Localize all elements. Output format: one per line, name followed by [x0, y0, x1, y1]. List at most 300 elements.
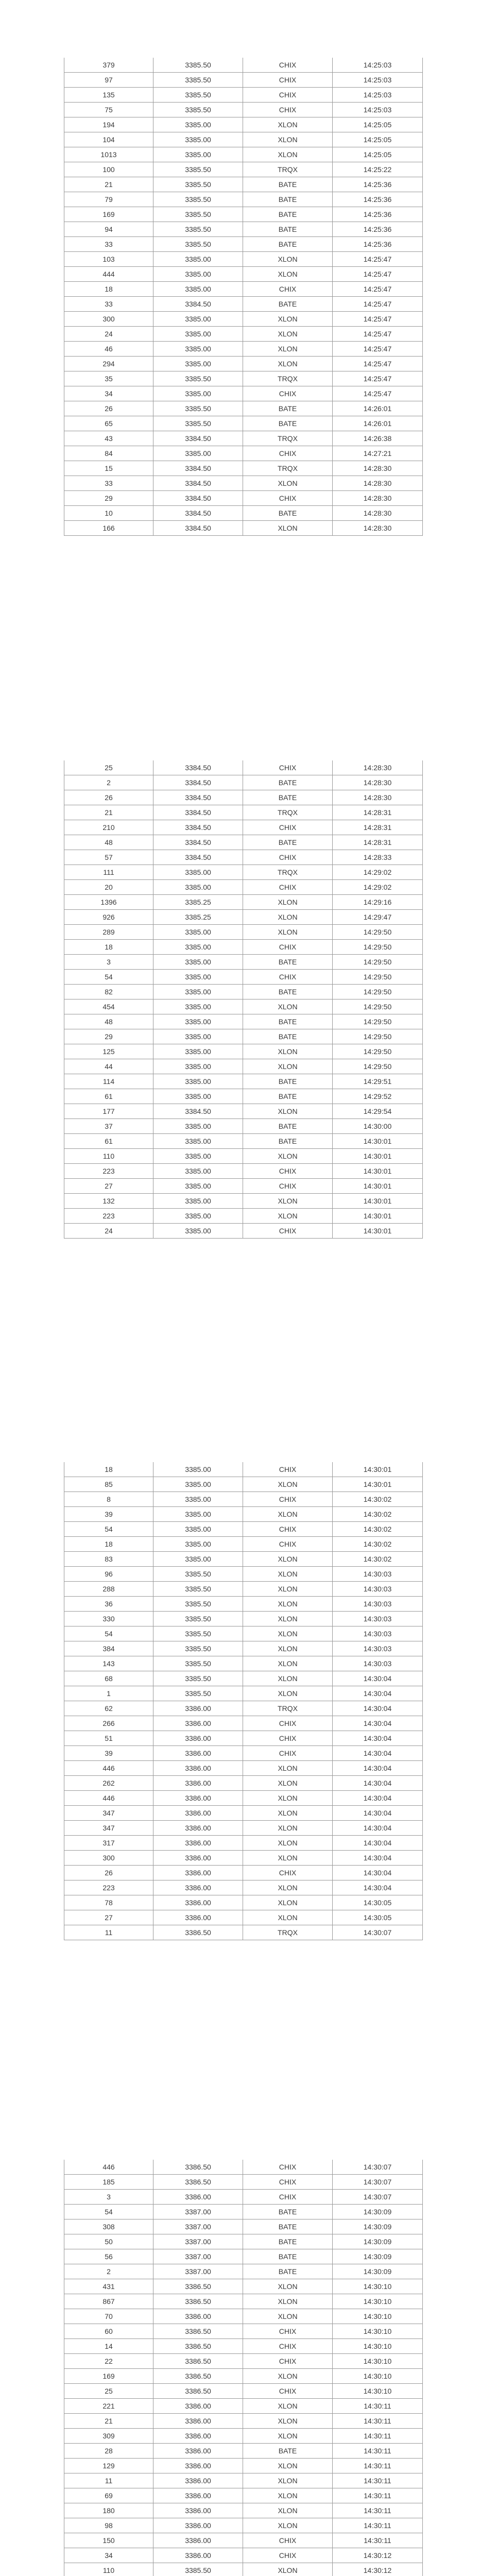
table-row: [64, 805, 423, 820]
table-row: [64, 1014, 423, 1029]
venue-cell: XLON: [243, 999, 333, 1014]
time-cell: 14:29:50: [333, 985, 423, 999]
venue-cell: XLON: [243, 1552, 333, 1567]
table-row: [64, 252, 423, 267]
time-cell: 14:30:02: [333, 1507, 423, 1522]
table-row: [64, 1910, 423, 1925]
time-cell: 14:30:02: [333, 1537, 423, 1552]
time-cell: 14:30:11: [333, 2459, 423, 2473]
price-cell: 3386.50: [153, 2354, 243, 2369]
time-cell: 14:30:07: [333, 2175, 423, 2190]
time-cell: 14:25:03: [333, 88, 423, 103]
table-row: [64, 2548, 423, 2563]
venue-cell: BATE: [243, 775, 333, 790]
volume-cell: 61: [64, 1089, 153, 1104]
price-cell: 3386.00: [153, 1910, 243, 1925]
price-cell: 3385.00: [153, 386, 243, 401]
volume-cell: 24: [64, 1224, 153, 1239]
venue-cell: CHIX: [243, 1522, 333, 1537]
table-row: [64, 1149, 423, 1164]
volume-cell: 11: [64, 2473, 153, 2488]
venue-cell: BATE: [243, 401, 333, 416]
price-cell: 3385.00: [153, 955, 243, 970]
volume-cell: 266: [64, 1716, 153, 1731]
trades-table: [64, 760, 423, 1239]
volume-cell: 223: [64, 1164, 153, 1179]
venue-cell: CHIX: [243, 940, 333, 955]
price-cell: 3386.00: [153, 1746, 243, 1761]
time-cell: 14:30:04: [333, 1791, 423, 1806]
table-row: [64, 103, 423, 117]
price-cell: 3386.00: [153, 1731, 243, 1746]
time-cell: 14:30:11: [333, 2444, 423, 2459]
table-row: [64, 1626, 423, 1641]
volume-cell: 34: [64, 2548, 153, 2563]
time-cell: 14:30:01: [333, 1224, 423, 1239]
volume-cell: 37: [64, 1119, 153, 1134]
time-cell: 14:30:03: [333, 1612, 423, 1626]
table-row: [64, 835, 423, 850]
price-cell: 3386.00: [153, 2429, 243, 2444]
time-cell: 14:30:05: [333, 1910, 423, 1925]
price-cell: 3385.00: [153, 940, 243, 955]
volume-cell: 2: [64, 2264, 153, 2279]
volume-cell: 110: [64, 1149, 153, 1164]
venue-cell: TRQX: [243, 865, 333, 880]
volume-cell: 62: [64, 1701, 153, 1716]
time-cell: 14:30:04: [333, 1731, 423, 1746]
table-row: [64, 117, 423, 132]
table-row: [64, 895, 423, 910]
time-cell: 14:29:50: [333, 925, 423, 940]
time-cell: 14:30:04: [333, 1776, 423, 1791]
time-cell: 14:30:11: [333, 2473, 423, 2488]
table-row: [64, 1866, 423, 1880]
table-row: [64, 2205, 423, 2219]
venue-cell: BATE: [243, 955, 333, 970]
venue-cell: BATE: [243, 2219, 333, 2234]
venue-cell: XLON: [243, 2488, 333, 2503]
price-cell: 3385.50: [153, 162, 243, 177]
trades-table: [64, 1462, 423, 1940]
price-cell: 3385.50: [153, 58, 243, 73]
venue-cell: CHIX: [243, 760, 333, 775]
venue-cell: XLON: [243, 1806, 333, 1821]
table-row: [64, 312, 423, 327]
venue-cell: XLON: [243, 2294, 333, 2309]
venue-cell: CHIX: [243, 446, 333, 461]
time-cell: 14:30:10: [333, 2309, 423, 2324]
table-row: [64, 1925, 423, 1940]
price-cell: 3387.00: [153, 2205, 243, 2219]
volume-cell: 24: [64, 327, 153, 342]
time-cell: 14:30:03: [333, 1626, 423, 1641]
venue-cell: BATE: [243, 985, 333, 999]
table-row: [64, 1029, 423, 1044]
price-cell: 3385.00: [153, 117, 243, 132]
time-cell: 14:30:11: [333, 2399, 423, 2414]
price-cell: 3385.50: [153, 1671, 243, 1686]
time-cell: 14:30:03: [333, 1641, 423, 1656]
price-cell: 3385.25: [153, 910, 243, 925]
table-row: [64, 177, 423, 192]
venue-cell: XLON: [243, 1686, 333, 1701]
time-cell: 14:25:47: [333, 297, 423, 312]
price-cell: 3385.00: [153, 132, 243, 147]
price-cell: 3384.50: [153, 805, 243, 820]
volume-cell: 867: [64, 2294, 153, 2309]
volume-cell: 26: [64, 790, 153, 805]
time-cell: 14:30:02: [333, 1522, 423, 1537]
venue-cell: CHIX: [243, 1179, 333, 1194]
venue-cell: XLON: [243, 910, 333, 925]
table-row: [64, 162, 423, 177]
venue-cell: BATE: [243, 2205, 333, 2219]
table-row: [64, 297, 423, 312]
venue-cell: XLON: [243, 312, 333, 327]
price-cell: 3386.50: [153, 2279, 243, 2294]
price-cell: 3386.00: [153, 2518, 243, 2533]
venue-cell: CHIX: [243, 1716, 333, 1731]
price-cell: 3385.00: [153, 970, 243, 985]
volume-cell: 100: [64, 162, 153, 177]
venue-cell: XLON: [243, 2563, 333, 2576]
venue-cell: XLON: [243, 1209, 333, 1224]
venue-cell: XLON: [243, 267, 333, 282]
volume-cell: 26: [64, 401, 153, 416]
venue-cell: XLON: [243, 2414, 333, 2429]
table-row: [64, 476, 423, 491]
price-cell: 3386.00: [153, 2548, 243, 2563]
price-cell: 3384.50: [153, 790, 243, 805]
table-row: [64, 506, 423, 521]
volume-cell: 28: [64, 2444, 153, 2459]
volume-cell: 27: [64, 1910, 153, 1925]
table-row: [64, 2563, 423, 2576]
table-row: [64, 2234, 423, 2249]
volume-cell: 14: [64, 2339, 153, 2354]
table-row: [64, 2369, 423, 2384]
price-cell: 3386.00: [153, 1821, 243, 1836]
time-cell: 14:29:50: [333, 1029, 423, 1044]
table-row: [64, 237, 423, 252]
volume-cell: 56: [64, 2249, 153, 2264]
venue-cell: XLON: [243, 1761, 333, 1776]
venue-cell: CHIX: [243, 2175, 333, 2190]
table-row: [64, 1552, 423, 1567]
time-cell: 14:30:04: [333, 1761, 423, 1776]
table-row: [64, 2503, 423, 2518]
volume-cell: 347: [64, 1821, 153, 1836]
venue-cell: CHIX: [243, 1164, 333, 1179]
time-cell: 14:28:30: [333, 775, 423, 790]
trades-table-body: [64, 760, 423, 1239]
price-cell: 3385.00: [153, 1119, 243, 1134]
table-row: [64, 2175, 423, 2190]
volume-cell: 54: [64, 2205, 153, 2219]
table-row: [64, 1537, 423, 1552]
table-row: [64, 2459, 423, 2473]
time-cell: 14:30:12: [333, 2548, 423, 2563]
volume-cell: 61: [64, 1134, 153, 1149]
venue-cell: XLON: [243, 1895, 333, 1910]
table-row: [64, 1134, 423, 1149]
time-cell: 14:30:07: [333, 2160, 423, 2175]
venue-cell: BATE: [243, 237, 333, 252]
price-cell: 3386.00: [153, 2444, 243, 2459]
time-cell: 14:25:05: [333, 117, 423, 132]
table-row: [64, 267, 423, 282]
price-cell: 3386.50: [153, 2384, 243, 2399]
table-row: [64, 1895, 423, 1910]
venue-cell: BATE: [243, 177, 333, 192]
table-row: [64, 1761, 423, 1776]
time-cell: 14:29:50: [333, 999, 423, 1014]
price-cell: 3385.00: [153, 1537, 243, 1552]
time-cell: 14:25:03: [333, 103, 423, 117]
venue-cell: XLON: [243, 1626, 333, 1641]
table-row: [64, 1059, 423, 1074]
table-row: [64, 73, 423, 88]
volume-cell: 169: [64, 207, 153, 222]
time-cell: 14:28:30: [333, 461, 423, 476]
time-cell: 14:26:38: [333, 431, 423, 446]
volume-cell: 1396: [64, 895, 153, 910]
venue-cell: BATE: [243, 2249, 333, 2264]
table-row: [64, 1492, 423, 1507]
time-cell: 14:26:01: [333, 401, 423, 416]
table-row: [64, 1522, 423, 1537]
table-row: [64, 446, 423, 461]
table-row: [64, 1582, 423, 1597]
venue-cell: XLON: [243, 252, 333, 267]
time-cell: 14:30:03: [333, 1597, 423, 1612]
venue-cell: XLON: [243, 1821, 333, 1836]
volume-cell: 29: [64, 491, 153, 506]
venue-cell: BATE: [243, 192, 333, 207]
volume-cell: 3: [64, 955, 153, 970]
venue-cell: CHIX: [243, 2548, 333, 2563]
volume-cell: 446: [64, 1761, 153, 1776]
volume-cell: 36: [64, 1597, 153, 1612]
price-cell: 3385.00: [153, 1149, 243, 1164]
table-row: [64, 1791, 423, 1806]
time-cell: 14:30:10: [333, 2384, 423, 2399]
table-row: [64, 1821, 423, 1836]
venue-cell: CHIX: [243, 88, 333, 103]
volume-cell: 11: [64, 1925, 153, 1940]
price-cell: 3385.50: [153, 2563, 243, 2576]
time-cell: 14:30:04: [333, 1851, 423, 1866]
price-cell: 3386.00: [153, 1880, 243, 1895]
price-cell: 3385.00: [153, 1059, 243, 1074]
volume-cell: 29: [64, 1029, 153, 1044]
price-cell: 3385.00: [153, 1029, 243, 1044]
volume-cell: 18: [64, 940, 153, 955]
price-cell: 3386.00: [153, 1895, 243, 1910]
venue-cell: CHIX: [243, 2339, 333, 2354]
venue-cell: BATE: [243, 506, 333, 521]
time-cell: 14:28:31: [333, 835, 423, 850]
table-row: [64, 1686, 423, 1701]
time-cell: 14:25:36: [333, 237, 423, 252]
volume-cell: 20: [64, 880, 153, 895]
venue-cell: BATE: [243, 207, 333, 222]
volume-cell: 79: [64, 192, 153, 207]
time-cell: 14:29:50: [333, 1059, 423, 1074]
venue-cell: BATE: [243, 2444, 333, 2459]
volume-cell: 25: [64, 760, 153, 775]
price-cell: 3385.00: [153, 1522, 243, 1537]
venue-cell: XLON: [243, 1851, 333, 1866]
price-cell: 3385.50: [153, 207, 243, 222]
price-cell: 3385.00: [153, 252, 243, 267]
time-cell: 14:25:47: [333, 371, 423, 386]
time-cell: 14:25:05: [333, 132, 423, 147]
table-row: [64, 1209, 423, 1224]
table-row: [64, 865, 423, 880]
venue-cell: CHIX: [243, 850, 333, 865]
volume-cell: 110: [64, 2563, 153, 2576]
time-cell: 14:30:07: [333, 1925, 423, 1940]
venue-cell: TRQX: [243, 1925, 333, 1940]
price-cell: 3385.00: [153, 342, 243, 357]
volume-cell: 21: [64, 2414, 153, 2429]
table-row: [64, 2324, 423, 2339]
venue-cell: CHIX: [243, 970, 333, 985]
price-cell: 3385.00: [153, 147, 243, 162]
time-cell: 14:29:54: [333, 1104, 423, 1119]
table-row: [64, 1851, 423, 1866]
venue-cell: XLON: [243, 1656, 333, 1671]
price-cell: 3385.50: [153, 237, 243, 252]
table-row: [64, 1880, 423, 1895]
time-cell: 14:29:47: [333, 910, 423, 925]
table-row: [64, 1716, 423, 1731]
table-row: [64, 357, 423, 371]
price-cell: 3385.00: [153, 1209, 243, 1224]
time-cell: 14:29:51: [333, 1074, 423, 1089]
price-cell: 3386.00: [153, 1701, 243, 1716]
venue-cell: XLON: [243, 2309, 333, 2324]
volume-cell: 180: [64, 2503, 153, 2518]
time-cell: 14:27:21: [333, 446, 423, 461]
price-cell: 3386.50: [153, 1925, 243, 1940]
price-cell: 3385.00: [153, 1224, 243, 1239]
table-row: [64, 147, 423, 162]
volume-cell: 18: [64, 1537, 153, 1552]
trades-table-body: [64, 1462, 423, 1940]
volume-cell: 288: [64, 1582, 153, 1597]
volume-cell: 35: [64, 371, 153, 386]
venue-cell: CHIX: [243, 820, 333, 835]
volume-cell: 39: [64, 1746, 153, 1761]
price-cell: 3384.50: [153, 491, 243, 506]
venue-cell: CHIX: [243, 1224, 333, 1239]
table-row: [64, 132, 423, 147]
venue-cell: XLON: [243, 1104, 333, 1119]
table-row: [64, 2399, 423, 2414]
time-cell: 14:30:04: [333, 1806, 423, 1821]
table-row: [64, 2429, 423, 2444]
venue-cell: CHIX: [243, 58, 333, 73]
time-cell: 14:30:10: [333, 2294, 423, 2309]
volume-cell: 223: [64, 1880, 153, 1895]
time-cell: 14:25:47: [333, 312, 423, 327]
volume-cell: 85: [64, 1477, 153, 1492]
price-cell: 3386.00: [153, 1836, 243, 1851]
volume-cell: 210: [64, 820, 153, 835]
volume-cell: 70: [64, 2309, 153, 2324]
table-row: [64, 491, 423, 506]
trades-table: [64, 58, 423, 536]
venue-cell: XLON: [243, 1194, 333, 1209]
time-cell: 14:28:30: [333, 506, 423, 521]
venue-cell: CHIX: [243, 880, 333, 895]
venue-cell: CHIX: [243, 1731, 333, 1746]
volume-cell: 111: [64, 865, 153, 880]
time-cell: 14:30:10: [333, 2279, 423, 2294]
venue-cell: XLON: [243, 1597, 333, 1612]
price-cell: 3386.00: [153, 1806, 243, 1821]
time-cell: 14:30:11: [333, 2488, 423, 2503]
time-cell: 14:29:50: [333, 1044, 423, 1059]
price-cell: 3385.50: [153, 1612, 243, 1626]
table-row: [64, 1597, 423, 1612]
table-row: [64, 1671, 423, 1686]
volume-cell: 18: [64, 1462, 153, 1477]
time-cell: 14:30:03: [333, 1567, 423, 1582]
volume-cell: 44: [64, 1059, 153, 1074]
venue-cell: XLON: [243, 2369, 333, 2384]
volume-cell: 83: [64, 1552, 153, 1567]
price-cell: 3386.00: [153, 2473, 243, 2488]
price-cell: 3385.50: [153, 177, 243, 192]
price-cell: 3385.00: [153, 985, 243, 999]
table-row: [64, 2414, 423, 2429]
venue-cell: XLON: [243, 1671, 333, 1686]
volume-cell: 75: [64, 103, 153, 117]
time-cell: 14:30:11: [333, 2414, 423, 2429]
time-cell: 14:28:31: [333, 820, 423, 835]
table-row: [64, 1701, 423, 1716]
volume-cell: 57: [64, 850, 153, 865]
venue-cell: XLON: [243, 2279, 333, 2294]
table-row: [64, 880, 423, 895]
price-cell: 3385.50: [153, 416, 243, 431]
table-row: [64, 2190, 423, 2205]
price-cell: 3384.50: [153, 760, 243, 775]
table-row: [64, 58, 423, 73]
table-row: [64, 386, 423, 401]
time-cell: 14:25:47: [333, 252, 423, 267]
time-cell: 14:28:31: [333, 805, 423, 820]
price-cell: 3385.00: [153, 999, 243, 1014]
table-row: [64, 2444, 423, 2459]
venue-cell: XLON: [243, 521, 333, 536]
volume-cell: 51: [64, 1731, 153, 1746]
price-cell: 3385.00: [153, 1044, 243, 1059]
volume-cell: 308: [64, 2219, 153, 2234]
volume-cell: 65: [64, 416, 153, 431]
time-cell: 14:25:03: [333, 73, 423, 88]
volume-cell: 54: [64, 1626, 153, 1641]
price-cell: 3384.50: [153, 431, 243, 446]
price-cell: 3386.00: [153, 1866, 243, 1880]
time-cell: 14:30:04: [333, 1821, 423, 1836]
price-cell: 3384.50: [153, 835, 243, 850]
price-cell: 3385.00: [153, 327, 243, 342]
